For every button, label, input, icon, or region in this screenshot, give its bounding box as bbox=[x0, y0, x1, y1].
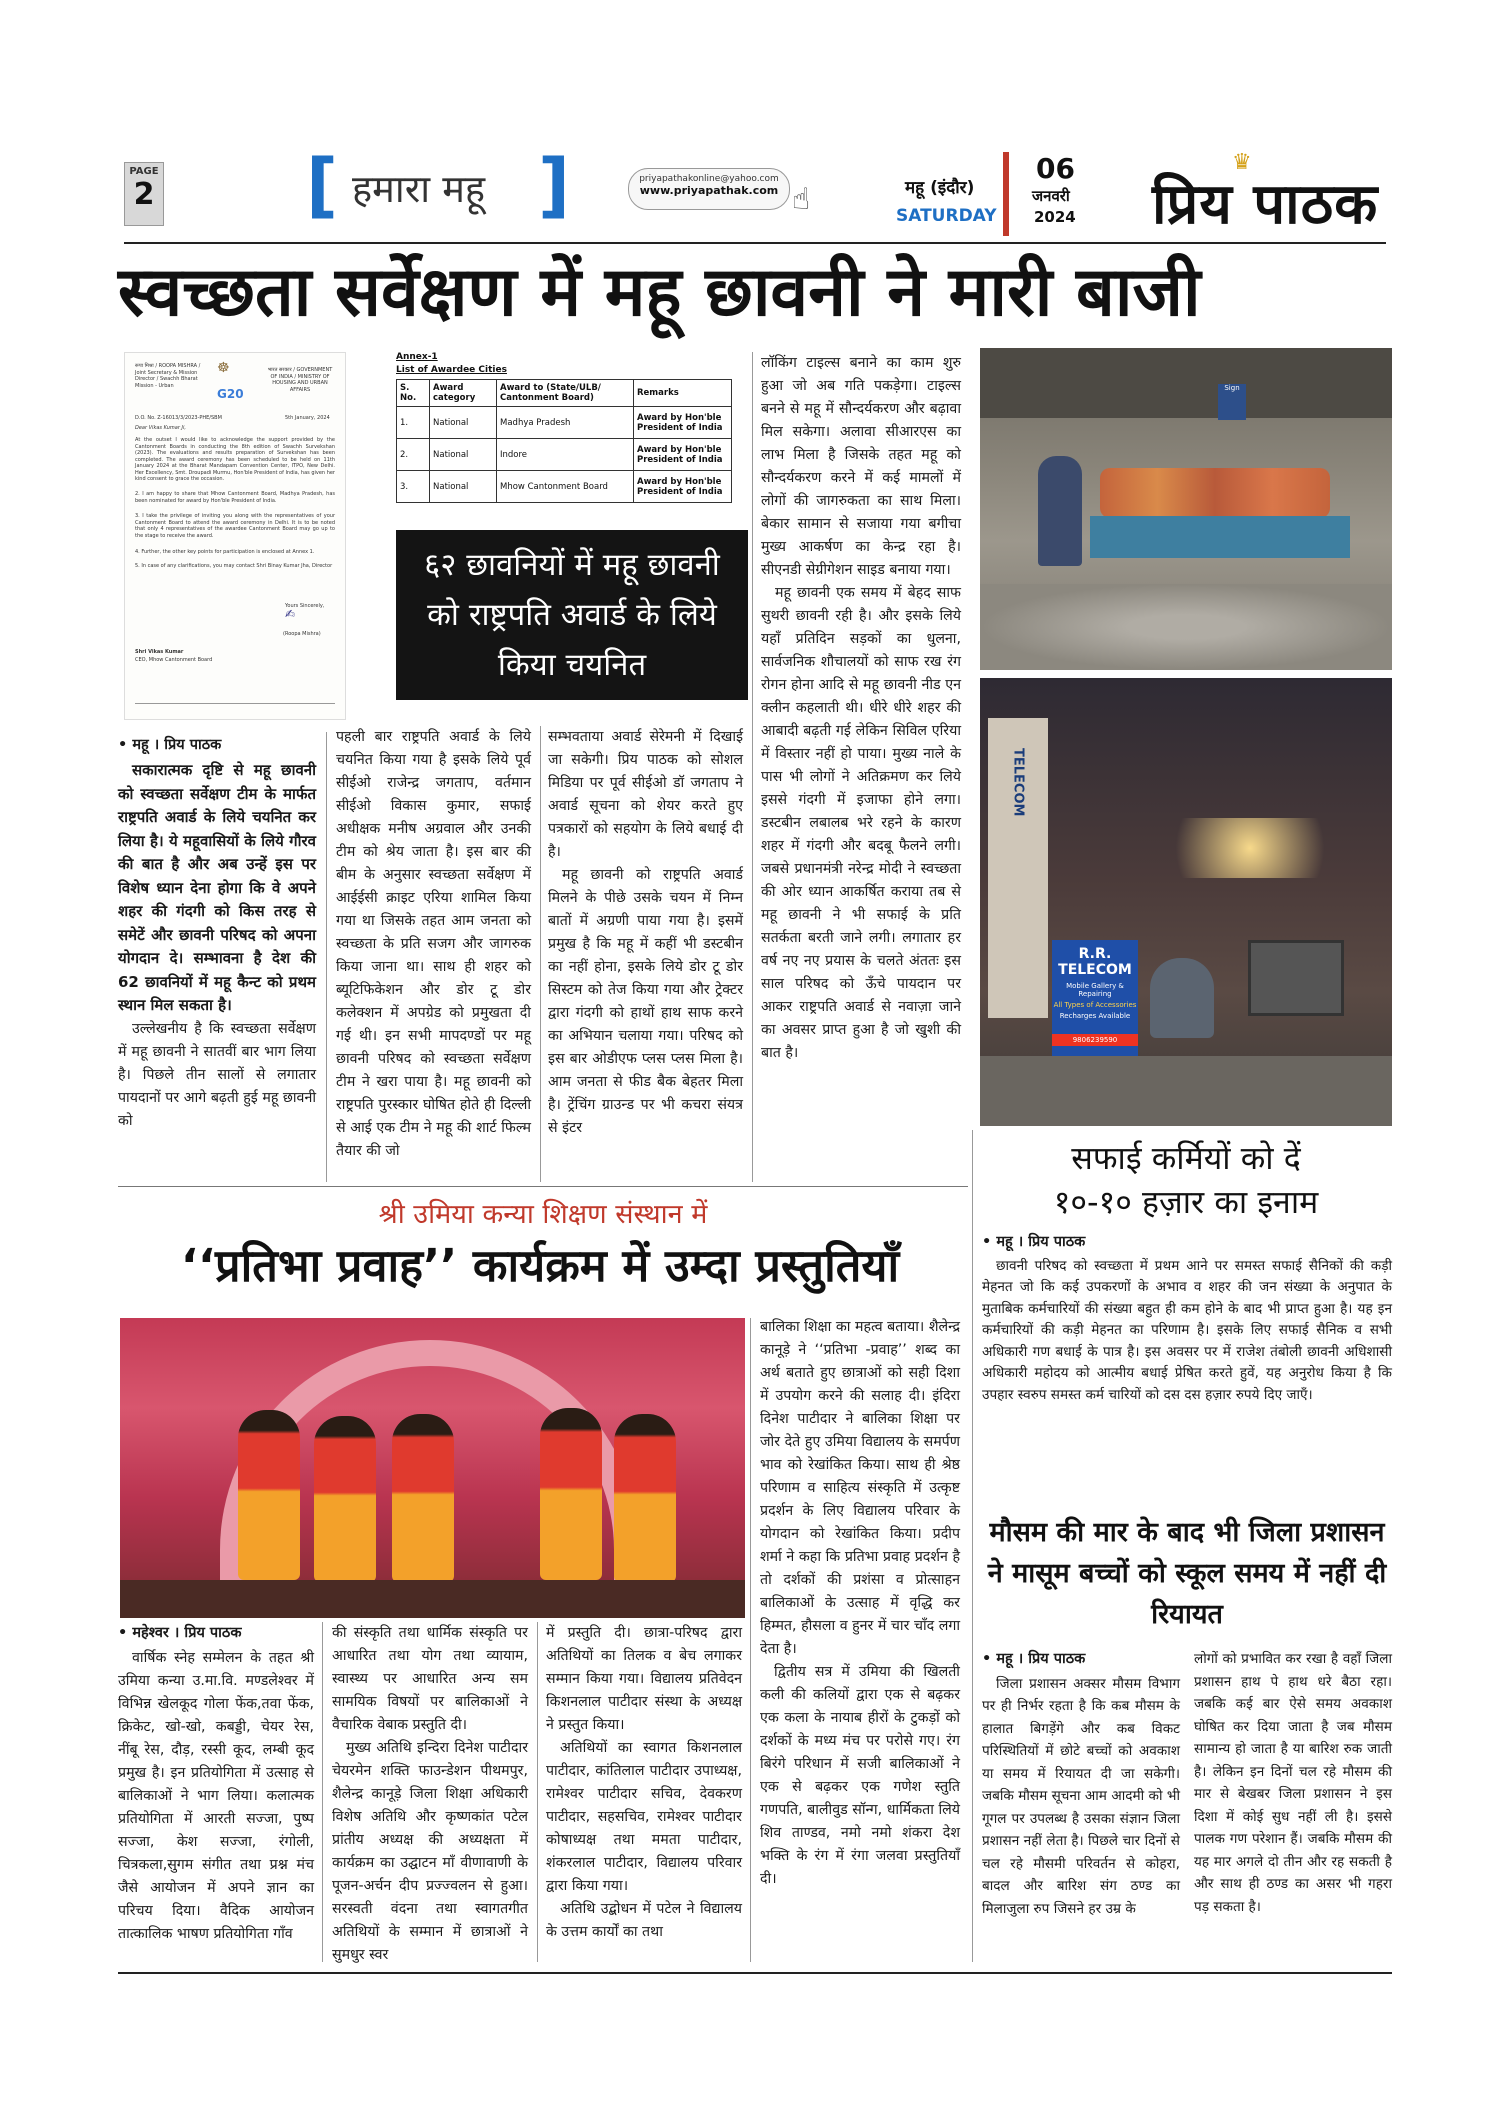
table-cell: Award by Hon'ble President of India bbox=[634, 407, 732, 439]
third-headline-1: सफाई कर्मियों को दें bbox=[1071, 1139, 1301, 1177]
annex-label: Annex-1 bbox=[396, 352, 438, 362]
main-lead: सकारात्मक दृष्टि से महू छावनी को स्वच्छता सर्वेक्षण टीम के मार्फत राष्ट्रपति अवार्ड के लिये चयनित कर लिया है। ये महूवासियों के लिये गौरव की बात है और अब उन्हें इस पर विशेष ध्यान देना होगा कि वे अपने शहर की गंदगी को किस तरह से समेटें और छावनी परिषद को अपना योगदान दे। सम्भावना है देश की 62 छावनियों में महू कैन्ट को प्रथम स्थान मिल सकता है। bbox=[118, 761, 316, 1014]
table-cell: Indore bbox=[497, 439, 634, 471]
letter-para5: 5. In case of any clarifications, you may contact Shri Binay Kumar Jha, Director bbox=[135, 563, 333, 569]
section-title: हमारा महू bbox=[352, 167, 486, 211]
main-col3-p2: महू छावनी को राष्ट्रपति अवार्ड मिलने के पीछे उसके चयन में निम्न बातों में अग्रणी पाया गया है। इसमें प्रमुख है कि महू में कहीं भी डस्टबीन का नहीं होना, इसके लिये डोर टू डोर सिस्टम को तेज किया गया और ट्रेक्टर द्वारा गंदगी को हाथों हाथ साफ करने का अभियान चलाया गया। परिषद को इस बार ओडीएफ प्लस प्लस मिला है। आम जनता से फीड बैक बेहतर मिला है। ट्रेंचिंग ग्राउन्ड पर भी कचरा संयत्र से इंटर bbox=[548, 867, 743, 1136]
letter-ref: D.O. No. Z-16013/3/2023-PHE/SBM bbox=[135, 415, 222, 421]
second-col3-text: में प्रस्तुति दी। छात्रा-परिषद द्वारा अतिथियों का तिलक व बेच लगाकर सम्मान किया गया। विद्यालय प्रतिवेदन किशनलाल पाटीदार संस्था के अध्यक्ष ने प्रस्तुत किया। bbox=[546, 1625, 742, 1733]
col-divider bbox=[326, 732, 327, 1182]
letter-to-name: Shri Vikas Kumar bbox=[135, 649, 184, 655]
second-headline: ‘‘प्रतिभा प्रवाह’’ कार्यक्रम में उम्दा प्रस्तुतियाँ bbox=[180, 1239, 900, 1292]
table-cell: 1. bbox=[397, 407, 430, 439]
letter-signature-icon: ✍ bbox=[285, 607, 296, 621]
table-row bbox=[397, 471, 732, 503]
second-col3-p3: अतिथि उद्बोधन में पटेल ने विद्यालय के उत्तम कार्यों का तथा bbox=[546, 1901, 742, 1940]
main-byline: • महू । प्रिय पाठक bbox=[118, 737, 222, 753]
col-divider bbox=[540, 726, 541, 1182]
second-col2-text: की संस्कृति तथा धार्मिक संस्कृति पर आधारित तथा योग तथा व्यायाम, स्वास्थ्य पर आधारित अन्य सम सामयिक विषयों पर बालिकाओं ने वैचारिक वेबाक प्रस्तुति दी। bbox=[332, 1625, 528, 1733]
table-cell: 2. bbox=[397, 439, 430, 471]
brand-crown-icon: ♛ bbox=[1232, 150, 1252, 175]
website-link[interactable]: www.priyapathak.com bbox=[639, 184, 779, 197]
th-sno: S. No. bbox=[397, 380, 430, 407]
fourth-col2-text: लोगों को प्रभावित कर रखा है वहाँ जिला प्रशासन हाथ पे हाथ धरे बैठा रहा। जबकि कई बार ऐसे समय अवकाश घोषित कर दिया जाता है जब मौसम सामान्य हो जाता है या बारिश रुक जाती है। लेकिन इन दिनों चल रहे मौसम की मार से बेखबर जिला प्रशासन ने इस दिशा में कोई सुध नहीं ली है। इससे पालक गण परेशान हैं। जबकि मौसम की यह मार अगले दो तीन और रह सकती है और साथ ही ठण्ड का असर भी गहरा पड़ सकता है। bbox=[1194, 1651, 1392, 1915]
table-cell: Madhya Pradesh bbox=[497, 407, 634, 439]
right-bracket-icon: ] bbox=[538, 144, 570, 226]
col-divider bbox=[750, 1318, 751, 1962]
award-table-header bbox=[397, 380, 732, 407]
fourth-col-2 bbox=[1194, 1648, 1392, 1918]
table-row bbox=[397, 439, 732, 471]
third-story-body bbox=[982, 1232, 1392, 1406]
main-col4-p2: महू छावनी एक समय में बेहद साफ सुथरी छावनी रही है। और इसके लिये यहाँ प्रतिदिन सड़कों का धुलना, सार्वजनिक शौचालयों को साफ रख रंग रोगन होना आदि से महू छावनी नीड एन क्लीन कहलाती थी। धीरे धीरे शहर की आबादी बढ़ती गई लेकिन सिविल एरिया में विस्तार नहीं हो पाया। मुख्य नाले के पास भी लोगों ने अतिक्रमण कर लिये इससे गंदगी में इजाफा होने लगा। डस्टबीन लबालब भरे रहने के कारण शहर में गंदगी और बदबू फैलने लगी। जबसे प्रधानमंत्री नरेन्द्र मोदी ने स्वच्छता की ओर ध्यान आकर्षित कराया तब से महू छावनी ने भी सफाई के प्रति सतर्कता बरती जाने लगी। लगातार हर वर्ष नए नए प्रयास के चलते अंततः इस साल परिषद को ऊँचे पायदान पर आकर राष्ट्रपति अवार्ड से नवाज़ा जाने का अवसर प्राप्त हुआ है जो खुशी की बात है। bbox=[761, 585, 961, 1061]
table-cell: Award by Hon'ble President of India bbox=[634, 439, 732, 471]
rr-telecom-line4: Recharges Available bbox=[1059, 1012, 1131, 1020]
th-remarks: Remarks bbox=[634, 380, 732, 407]
shop-side-sign bbox=[988, 718, 1048, 1018]
pointer-hand-icon: ☝ bbox=[792, 182, 811, 217]
road-surface bbox=[980, 1056, 1392, 1126]
third-headline-2: १०-१० हज़ार का इनाम bbox=[1053, 1183, 1319, 1221]
letter-date: 5th January, 2024 bbox=[285, 415, 330, 421]
masthead-rule bbox=[124, 242, 1386, 244]
third-byline: • महू । प्रिय पाठक bbox=[982, 1234, 1086, 1250]
second-col4-text: बालिका शिक्षा का महत्व बताया। शैलेन्द्र कानूड़े ने ‘‘प्रतिभा -प्रवाह’’ शब्द का अर्थ बताते हुए छात्राओं को सही दिशा में उपयोग करने की सलाह दी। इंदिरा दिनेश पाटीदार ने बालिका शिक्षा पर जोर देते हुए उमिया विद्यालय के समर्पण भाव को रेखांकित किया। साथ ही श्रेष्ठ परिणाम व साहित्य संस्कृति में उत्कृष्ट प्रदर्शन के लिए विद्यालय परिवार के योगदान को रेखांकित किया। प्रदीप शर्मा ने कहा कि प्रतिभा प्रवाह प्रदर्शन है तो दर्शकों की प्रशंसा व प्रोत्साहन बालिकाओं के उत्साह में वृद्धि कर हिम्मत, हौसला व हुनर में चार चाँद लगा देता है। bbox=[760, 1319, 960, 1657]
right-divider bbox=[972, 1130, 973, 1962]
second-col2-p2: मुख्य अतिथि इन्दिरा दिनेश पाटीदार चेयरमेन शक्ति फाउन्डेशन पीथमपुर, शैलेन्द्र कानूड़े जिला शिक्षा अधिकारी विशेष अतिथि और कृष्णकांत पटेल प्रांतीय अध्यक्ष की अध्यक्षता में कार्यक्रम का उद्घाटन माँ वीणावाणी के पूजन-अर्चन दीप प्रज्ज्वलन से हुआ। सरस्वती वंदना तथा स्वागतगीत अतिथियों के सम्मान में छात्राओं ने सुमधुर स्वर bbox=[332, 1740, 528, 1963]
award-table-block bbox=[396, 352, 732, 524]
masthead-divider bbox=[1003, 152, 1009, 236]
garbage-cart bbox=[1248, 940, 1344, 1016]
table-row bbox=[397, 407, 732, 439]
rr-telecom-line2: Mobile Gallery & Repairing bbox=[1066, 982, 1124, 998]
workers-photo bbox=[980, 348, 1392, 670]
dancer-5 bbox=[614, 1414, 676, 1582]
second-col3-p2: अतिथियों का स्वागत किशनलाल पाटीदार, कांतिलाल पाटीदार उपाध्यक्ष, रामेश्वर पाटीदार सचिव, देवकरण पाटीदार, सहसचिव, रामेश्वर पाटीदार कोषाध्यक्ष तथा ममता पाटीदार, शंकरलाल पाटीदार, विद्यालय परिवार द्वारा किया गया। bbox=[546, 1740, 742, 1894]
dancer-2 bbox=[314, 1416, 376, 1582]
letter-para1: At the outset I would like to acknowledge the support provided by the Cantonment Boards in conducting the 8th edition of Swachh Survekshan (2023). The evaluations and results preparation of Survekshan has been completed. The award ceremony has been scheduled to be held on 11th January 2024 at the Bharat Mandapam Convention Center, ITPO, New Delhi. Her Excellency, Smt. Droupadi Murmu, Hon'ble President of India, has given her kind consent to grace the occasion. bbox=[135, 437, 335, 482]
fourth-byline: • महू । प्रिय पाठक bbox=[982, 1651, 1086, 1667]
section-title-box bbox=[306, 144, 570, 226]
street-lights bbox=[1130, 818, 1370, 878]
third-body-text: छावनी परिषद को स्वच्छता में प्रथम आने पर समस्त सफाई सैनिकों की कड़ी मेहनत जो कि कई उपकरणों के अभाव व शहर की जन संख्या के अनुपात के मुताबिक कर्मचारियों की संख्या बहुत ही कम होने के बाद भी प्राप्त हुआ है। यह इन कर्मचारियों की कड़ी मेहनत का परिणाम है। इसके लिए सफाई सैनिक व सभी अधिकारी गण बधाई के पात्र है। इस अवसर पर में राजेश तंबोली छावनी अधिशासी अधिकारी महोदय को आत्मीय बधाई प्रेषित करते हुवें, यह अनुरोध किया है कि उपहार स्वरुप समस्त कर्म चारियों को दस दस हज़ार रुपये दिए जाएँ। bbox=[982, 1257, 1392, 1403]
date-number: 06 bbox=[1036, 152, 1075, 185]
date-month: जनवरी bbox=[1032, 187, 1070, 205]
dancer-3 bbox=[392, 1414, 454, 1582]
g20-logo: G20 bbox=[217, 387, 244, 401]
page-tag bbox=[124, 162, 164, 226]
table-cell: National bbox=[430, 439, 497, 471]
work-table bbox=[1090, 516, 1350, 558]
table-cell: Award by Hon'ble President of India bbox=[634, 471, 732, 503]
second-byline: • महेश्वर । प्रिय पाठक bbox=[118, 1625, 242, 1641]
main-col-3 bbox=[548, 726, 743, 1140]
page-bottom-rule bbox=[118, 1972, 1392, 1974]
fourth-headline: मौसम की मार के बाद भी जिला प्रशासन ने मासूम बच्चों को स्कूल समय में नहीं दी रियायत bbox=[987, 1517, 1387, 1630]
letter-para2: 2. I am happy to share that Mhow Cantonment Board, Madhya Pradesh, has been nominated for award by Hon'ble President of India. bbox=[135, 491, 335, 504]
stage-performance-photo bbox=[120, 1318, 745, 1618]
letter-dear: Dear Vikas Kumar Ji, bbox=[135, 425, 186, 431]
sweeper-figure bbox=[1150, 958, 1214, 1038]
second-col-3 bbox=[546, 1622, 742, 1944]
photo-sign-board bbox=[1218, 384, 1246, 420]
second-col-1 bbox=[118, 1622, 314, 1946]
table-cell: 3. bbox=[397, 471, 430, 503]
table-cell: National bbox=[430, 471, 497, 503]
letter-letterhead: रूपा मिश्रा / ROOPA MISHRA / Joint Secretary & Mission Director / Swachh Bharat Mission - Urban bbox=[135, 363, 201, 389]
page-number: 2 bbox=[133, 177, 155, 212]
main-col-4 bbox=[761, 352, 961, 1065]
brand-logo bbox=[1152, 150, 1402, 240]
main-col-1 bbox=[118, 734, 316, 1133]
col-divider bbox=[752, 352, 753, 1182]
workers-group bbox=[1100, 468, 1330, 518]
dancer-4 bbox=[540, 1408, 602, 1580]
street-photo bbox=[980, 678, 1392, 1126]
main-col4-text: लॉकिंग टाइल्स बनाने का काम शुरु हुआ जो अब गति पकड़ेगा। टाइल्स बनने से महू में सौन्दर्यकरण और बढ़ावा मिल सकेगा। अलावा सीआरएस का लाभ मिला है जिसके तहत महू को सौन्दर्यकरण करने में कई मामलों में लोगों की जागरुकता का साथ मिला। बेकार सामान से सजाया गया बगीचा मुख्य आकर्षण का केन्द्र रहा है। सीएनडी सेग्रीगेशन साइड बनाया गया। bbox=[761, 355, 961, 578]
letter-to-title: CEO, Mhow Cantonment Board bbox=[135, 657, 213, 663]
letter-para4: 4. Further, the other key points for participation is enclosed at Annex 1. bbox=[135, 549, 315, 555]
pullquote-box bbox=[396, 530, 748, 700]
letter-closing: Yours Sincerely, bbox=[285, 603, 325, 609]
letter-signer: (Roopa Mishra) bbox=[283, 631, 321, 637]
date-year: 2024 bbox=[1034, 208, 1076, 226]
second-col-4 bbox=[760, 1316, 960, 1891]
fourth-col-1 bbox=[982, 1648, 1180, 1920]
award-table-title: List of Awardee Cities bbox=[396, 365, 507, 375]
letter-emblem-icon: ☸ bbox=[217, 360, 230, 376]
photo-shed-roof bbox=[980, 348, 1392, 418]
letter-ministry: भारत सरकार / GOVERNMENT OF INDIA / MINISTRY OF HOUSING AND URBAN AFFAIRS bbox=[267, 367, 333, 393]
stage-floor bbox=[120, 1580, 745, 1618]
second-kicker: श्री उमिया कन्या शिक्षण संस्थान में bbox=[378, 1199, 708, 1230]
page-tag-label: PAGE bbox=[129, 166, 159, 177]
rr-telecom-line3: All Types of Accessories bbox=[1053, 1001, 1137, 1009]
dancer-1 bbox=[238, 1410, 300, 1580]
rr-telecom-title: R.R. TELECOM bbox=[1058, 946, 1132, 978]
day-name: SATURDAY bbox=[896, 206, 997, 226]
contact-box bbox=[628, 168, 790, 210]
main-col3-text: सम्भवताया अवार्ड सेरेमनी में दिखाई जा सकेगी। प्रिय पाठक को सोशल मिडिया पर पूर्व सीईओ डॉ जगताप ने अवार्ड सूचना को शेयर करते हुए पत्रकारों को सहयोग के लिये बधाई दी है। bbox=[548, 729, 743, 860]
letter-footer-line bbox=[135, 703, 335, 704]
main-col-2 bbox=[336, 726, 531, 1163]
th-award-to: Award to (State/ULB/ Cantonment Board) bbox=[497, 380, 634, 407]
table-cell: Mhow Cantonment Board bbox=[497, 471, 634, 503]
second-story-rule bbox=[118, 1186, 968, 1187]
main-col1-rest: उल्लेखनीय है कि स्वच्छता सर्वेक्षण में महू छावनी ने सातवीं बार भाग लिया है। पिछले तीन सालों से लगातार पायदानों पर आगे बढ़ती हुई महू छावनी को bbox=[118, 1020, 316, 1129]
second-col-2 bbox=[332, 1622, 528, 1967]
second-col4-p2: द्वितीय सत्र में उमिया की खिलती कली की कलियों द्वारा एक से बढ़कर एक कला के नायाब हीरों के टुकड़ों को दर्शकों के मध्य मंच पर परोसे गए। रंग बिरंगे परिधान में सजी बालिकाओं ने एक से बढ़कर एक गणेश स्तुति गणपति, बालीवुड सॉन्ग, धार्मिकता लिये शिव ताण्डव, नमो नमो शंकरा देश भक्ति के रंग में रंगा जलवा प्रस्तुतियाँ दी। bbox=[760, 1664, 960, 1887]
award-table bbox=[396, 379, 732, 503]
photo-sign-text: Sign bbox=[1224, 384, 1240, 392]
worker-figure bbox=[1038, 456, 1082, 566]
table-cell: National bbox=[430, 407, 497, 439]
fourth-col1-text: जिला प्रशासन अक्सर मौसम विभाग पर ही निर्भर रहता है कि कब मौसम के हालात बिगड़ेंगे और कब विकट परिस्थितियों में छोटे बच्चों को अवकाश या समय में रियायत दी जा सकेगी। जबकि मौसम सूचना आम आदमी को भी गूगल पर उपलब्ध है उसका संज्ञान जिला प्रशासन नहीं लेता है। पिछले चार दिनों से चल रहे मौसमी परिवर्तन से कोहरा, बादल और बारिश संग ठण्ड का मिलाजुला रुप जिसने हर उम्र के bbox=[982, 1675, 1180, 1917]
main-headline: स्वच्छता सर्वेक्षण में महू छावनी ने मारी बाजी bbox=[118, 253, 1201, 332]
th-category: Award category bbox=[430, 380, 497, 407]
pullquote-text: ६२ छावनियों में महू छावनी को राष्ट्रपति अवार्ड के लिये किया चयनित bbox=[424, 547, 720, 683]
rr-telecom-phone: 9806239590 bbox=[1052, 1034, 1138, 1046]
second-col1-text: वार्षिक स्नेह सम्मेलन के तहत श्री उमिया कन्या उ.मा.वि. मण्डलेश्वर में विभिन्न खेलकूद गोला फेंक,तवा फेंक, क्रिकेट, खो-खो, कबड्डी, चेयर रेस, नींबू रेस, दौड़, रस्सी कूद, लम्बी कूद प्रमुख है। इन प्रतियोगिता में उत्साह से बालिकाओं ने भाग लिया। कलात्मक प्रतियोगिता में आरती सज्जा, पुष्प सज्जा, केश सज्जा, रंगोली, चित्रकला,सुगम संगीत तथा प्रश्न मंच जैसे आयोजन में अपने ज्ञान का परिचय दिया। वैदिक आयोजन तात्कालिक भाषण प्रतियोगिता गाँव bbox=[118, 1650, 314, 1942]
main-col2-text: पहली बार राष्ट्रपति अवार्ड के लिये चयनित किया गया है इसके लिये पूर्व सीईओ राजेन्द्र जगताप, वर्तमान सीईओ विकास कुमार, सफाई अधीक्षक मनीष अग्रवाल और उनकी टीम को श्रेय जाता है। इस बार की बीम के अनुसार स्वच्छता सर्वेक्षण में आईईसी क्राइट एरिया शामिल किया गया था जिसके तहत आम जनता को स्वच्छता के प्रति सजग और जागरुक किया जाना था। साथ ही शहर को ब्यूटिफिकेशन और डोर टू डोर कलेक्शन में अपग्रेड को प्रमुखता दी गई थी। इन सभी मापदण्डों पर महू छावनी परिषद को स्वच्छता सर्वेक्षण टीम ने खरा पाया है। महू छावनी को राष्ट्रपति पुरस्कार घोषित होते ही दिल्ली से आई एक टीम ने महू की शार्ट फिल्म तैयार की जो bbox=[336, 729, 531, 1159]
email-link[interactable]: priyapathakonline@yahoo.com bbox=[639, 174, 779, 184]
city-name: महू (इंदौर) bbox=[905, 178, 975, 198]
gravel-pile bbox=[980, 584, 1392, 670]
rr-telecom-sign bbox=[1052, 940, 1138, 1068]
brand-name: प्रिय पाठक bbox=[1152, 171, 1379, 237]
left-bracket-icon: [ bbox=[306, 144, 338, 226]
col-divider bbox=[322, 1622, 323, 1962]
side-sign-text: TELECOM bbox=[1010, 748, 1026, 817]
letter-document-image bbox=[124, 352, 346, 720]
col-divider bbox=[537, 1622, 538, 1962]
letter-para3: 3. I take the privilege of inviting you along with the representatives of your Cantonment Board to attend the award ceremony in Delhi. It is to be noted that only 4 representatives of the awardee Cantonment Board may go up to the stage to receive the award. bbox=[135, 513, 335, 539]
